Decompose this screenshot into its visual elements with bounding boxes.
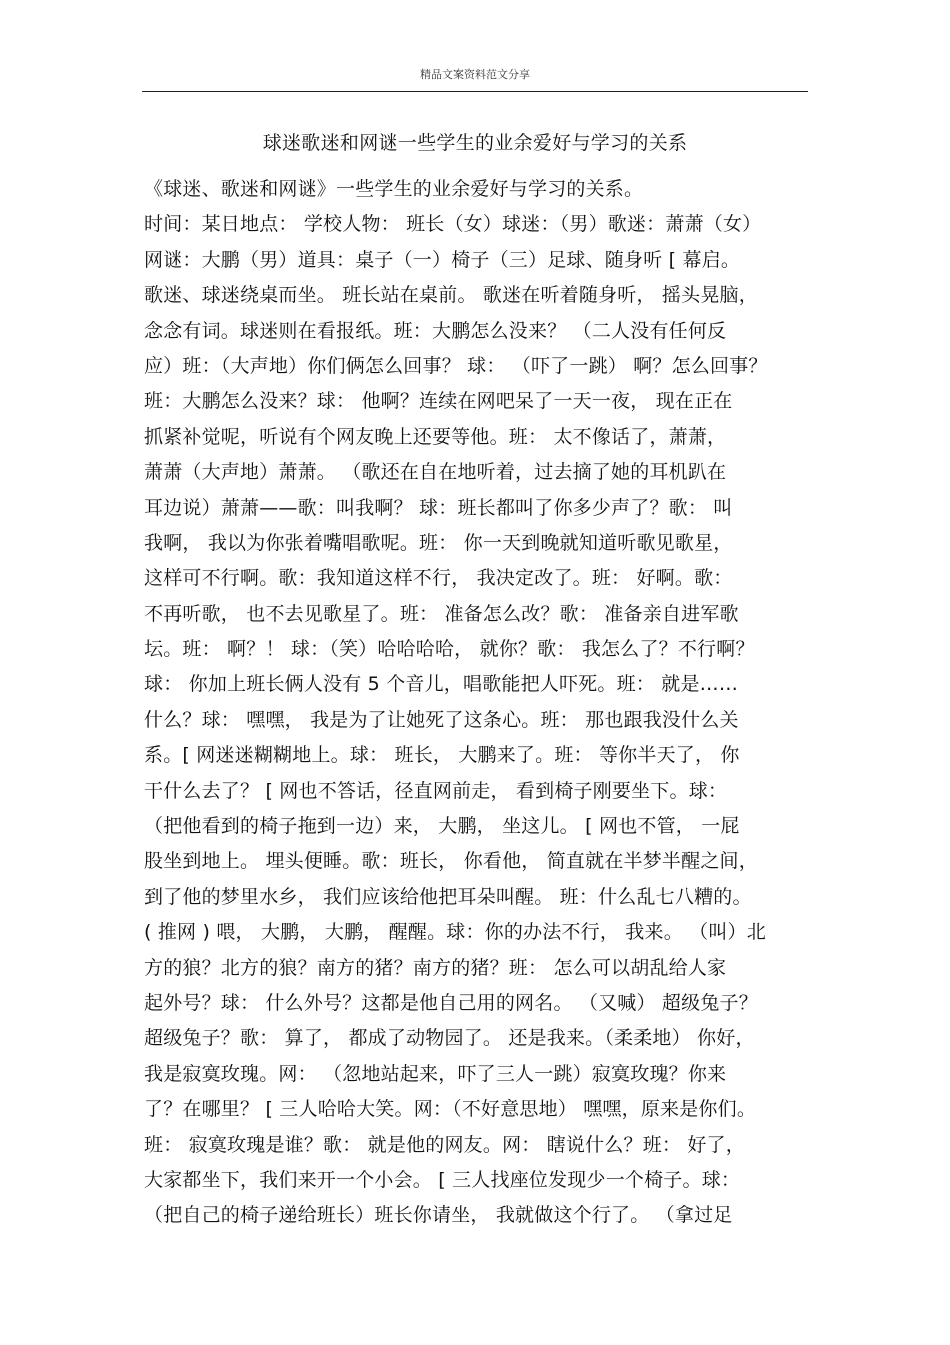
text-line: 这样可不行啊。歌：我知道这样不行， 我决定改了。班： 好啊。歌： bbox=[144, 567, 733, 590]
text-line: 什么？球： 嘿嘿， 我是为了让她死了这条心。班： 那也跟我没什么关 bbox=[144, 708, 739, 731]
header-divider bbox=[142, 91, 808, 92]
text-line: 不再听歌， 也不去见歌星了。班： 准备怎么改？歌： 准备亲自进军歌 bbox=[144, 602, 739, 625]
text-line: 方的狼？北方的狼？南方的猪？南方的猪？班： 怎么可以胡乱给人家 bbox=[144, 956, 727, 979]
text-line: 超级兔子？歌： 算了， 都成了动物园了。 还是我来。（柔柔地） 你好， bbox=[144, 1027, 755, 1050]
text-line: 起外号？球： 什么外号？这都是他自己用的网名。 （又喊） 超级兔子？ bbox=[144, 991, 758, 1014]
text-line: 时间：某日地点： 学校人物： 班长（女）球迷：（男）歌迷：萧萧（女） bbox=[144, 213, 762, 236]
text-line: 歌迷、球迷绕桌而坐。 班长站在桌前。 歌迷在听着随身听， 摇头晃脑， bbox=[144, 284, 758, 307]
text-line: 应）班：（大声地）你们俩怎么回事？ 球： （吓了一跳） 啊？怎么回事？ bbox=[144, 354, 768, 377]
document-title: 球迷歌迷和网谜一些学生的业余爱好与学习的关系 bbox=[262, 132, 688, 154]
text-line: 网谜：大鹏（男）道具：桌子（一）椅子（三）足球、随身听 [ 幕启。 bbox=[144, 248, 741, 271]
text-line: 了？在哪里？ [ 三人哈哈大笑。网：（不好意思地） 嘿嘿，原来是你们。 bbox=[144, 1098, 757, 1121]
text-line: 班：大鹏怎么没来？球： 他啊？连续在网吧呆了一天一夜， 现在正在 bbox=[144, 390, 733, 413]
document-body bbox=[144, 172, 814, 1234]
text-line: 大家都坐下，我们来开一个小会。 [ 三人找座位发现少一个椅子。球： bbox=[144, 1168, 741, 1191]
text-line: 我是寂寞玫瑰。网： （忽地站起来，吓了三人一跳）寂寞玫瑰？你来 bbox=[144, 1062, 727, 1085]
text-line: 股坐到地上。 埋头便睡。歌：班长， 你看他， 简直就在半梦半醒之间， bbox=[144, 850, 758, 873]
text-line: 干什么去了？ [ 网也不答话，径直网前走， 看到椅子刚要坐下。球： bbox=[144, 779, 728, 802]
text-line: 班： 寂寞玫瑰是谁？歌： 就是他的网友。网： 瞎说什么？班： 好了， bbox=[144, 1133, 745, 1156]
text-line: 念念有词。球迷则在看报纸。班：大鹏怎么没来？ （二人没有任何反 bbox=[144, 319, 727, 342]
text-line: 坛。班： 啊？！ 球：（笑）哈哈哈哈， 就你？歌： 我怎么了？不行啊？ bbox=[144, 638, 755, 661]
text-line: 到了他的梦里水乡， 我们应该给他把耳朵叫醒。 班：什么乱七八糟的。 bbox=[144, 885, 752, 908]
text-line: 《球迷、歌迷和网谜》一些学生的业余爱好与学习的关系。 bbox=[144, 178, 644, 200]
page-header: 精品文案资料范文分享 bbox=[420, 68, 530, 81]
text-line: 系。[ 网迷迷糊糊地上。球： 班长， 大鹏来了。班： 等你半天了， 你 bbox=[144, 744, 740, 767]
text-line: 萧萧（大声地）萧萧。 （歌还在自在地听着，过去摘了她的耳机趴在 bbox=[144, 461, 727, 484]
text-line: （把自己的椅子递给班长）班长你请坐， 我就做这个行了。 （拿过足 bbox=[144, 1204, 733, 1227]
text-line: 球： 你加上班长俩人没有 5 个音儿，唱歌能把人吓死。班： 就是…… bbox=[144, 673, 739, 696]
text-line: 抓紧补觉呢，听说有个网友晚上还要等他。班： 太不像话了，萧萧， bbox=[144, 425, 727, 448]
text-line: 耳边说）萧萧——歌：叫我啊？ 球：班长都叫了你多少声了？歌： 叫 bbox=[144, 496, 733, 519]
text-line: ( 推网 ) 喂， 大鹏， 大鹏， 醒醒。球：你的办法不行， 我来。 （叫）北 bbox=[144, 921, 766, 944]
text-line: 我啊， 我以为你张着嘴唱歌呢。班： 你一天到晚就知道听歌见歌星， bbox=[144, 531, 733, 554]
text-line: （把他看到的椅子拖到一边）来， 大鹏， 坐这儿。 [ 网也不管， 一屁 bbox=[144, 815, 740, 838]
